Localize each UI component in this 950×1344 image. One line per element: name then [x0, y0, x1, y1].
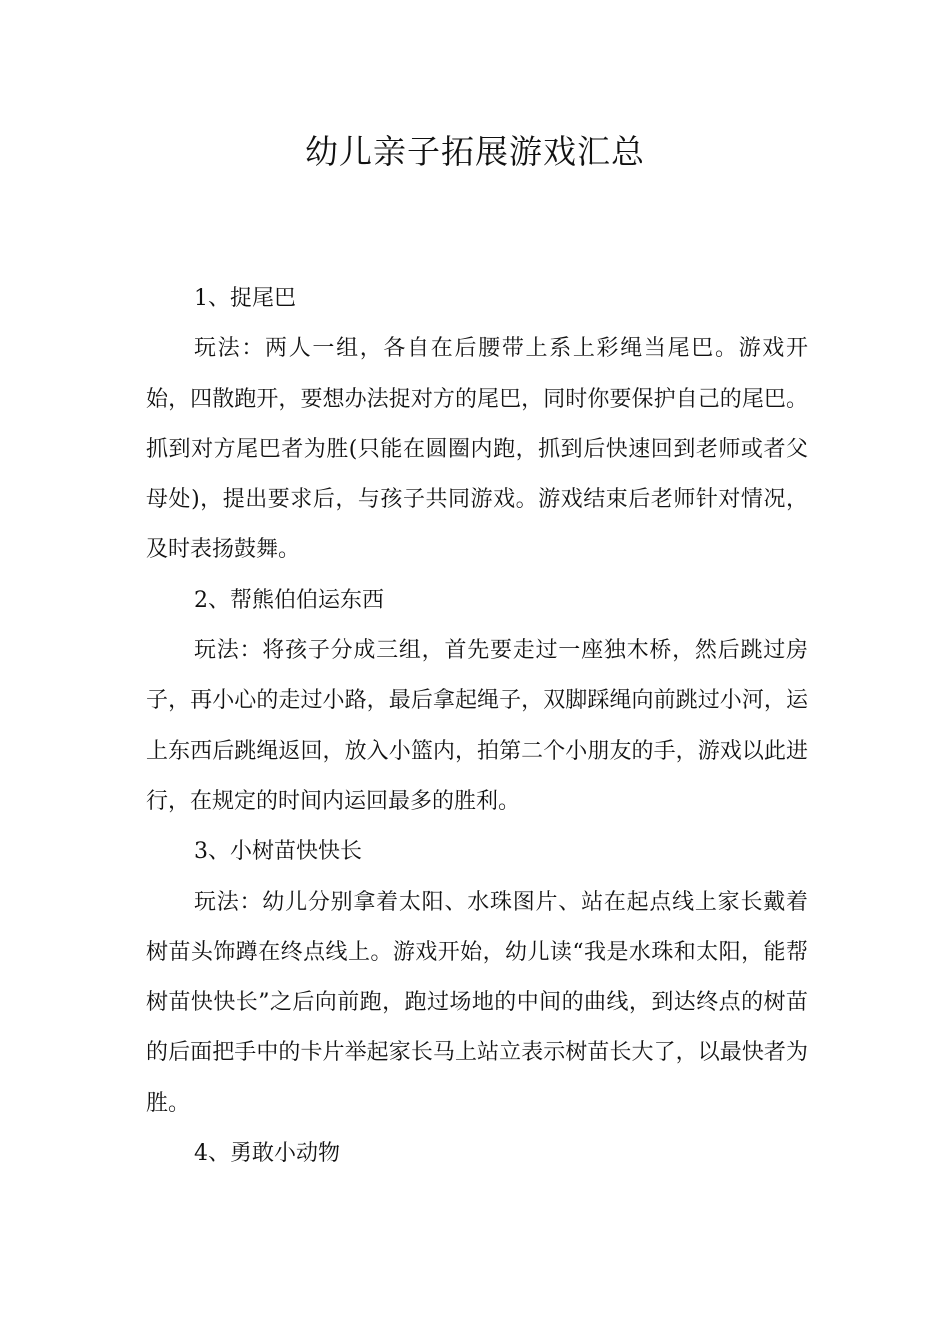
document-body	[146, 274, 808, 1179]
section-body-3: 玩法：幼儿分别拿着太阳、水珠图片、站在起点线上家长戴着树苗头饰蹲在终点线上。游戏开始，幼儿读“我是水珠和太阳，能帮树苗快快长”之后向前跑，跑过场地的中间的曲线，到达终点的树苗的后面把手中的卡片举起家长马上站立表示树苗长大了，以最快者为胜。	[146, 889, 808, 1116]
section-heading-1: 1、捉尾巴	[194, 286, 296, 311]
section-heading-4: 4、勇敢小动物	[194, 1141, 340, 1167]
section-body-1: 玩法：两人一组，各自在后腰带上系上彩绳当尾巴。游戏开始，四散跑开，要想办法捉对方的尾巴，同时你要保护自己的尾巴。抓到对方尾巴者为胜(只能在圆圈内跑，抓到后快速回到老师或者父母处)，提出要求后，与孩子共同游戏。游戏结束后老师针对情况，及时表扬鼓舞。	[146, 336, 808, 563]
document-title: 幼儿亲子拓展游戏汇总	[305, 132, 645, 171]
section-body-2: 玩法：将孩子分成三组，首先要走过一座独木桥，然后跳过房子，再小心的走过小路，最后拿起绳子，双脚踩绳向前跳过小河，运上东西后跳绳返回，放入小篮内，拍第二个小朋友的手，游戏以此进行，在规定的时间内运回最多的胜利。	[146, 638, 808, 814]
section-heading-3: 3、小树苗快快长	[194, 839, 362, 865]
section-heading-2: 2、帮熊伯伯运东西	[194, 587, 384, 613]
